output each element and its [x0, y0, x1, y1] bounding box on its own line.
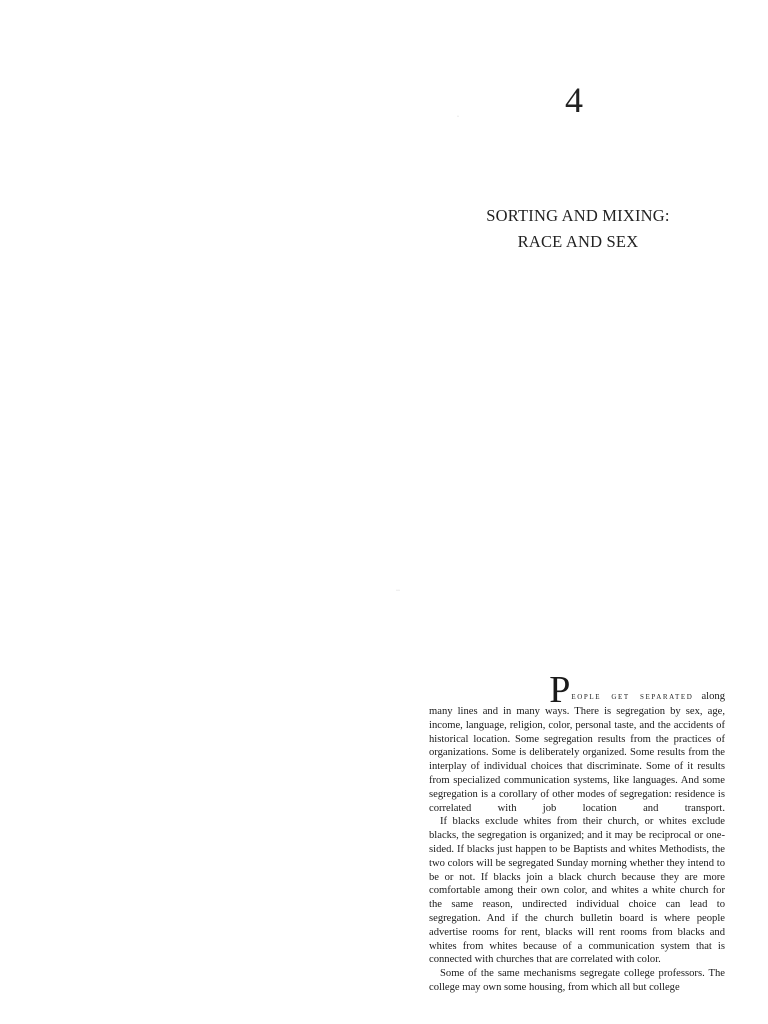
print-speck: · — [457, 114, 459, 120]
chapter-number: 4 — [565, 80, 583, 120]
chapter-title-line-2: RACE AND SEX — [517, 232, 639, 251]
print-speck: ·· — [396, 588, 400, 594]
paragraph-2: If blacks exclude whites from their church, or whites exclude blacks, the segregation is organized; and it may be reciprocal or one-sided. If blacks just happen to be Baptists and whites Methodists, the two colors will be segregated Sunday morning whether they intend to be or not. If blacks join a black church because they are more comfortable among their own color, and whites a white church for the same reason, undirected individual choice can lead to segregation. And if the church bulletin board is where people advertise rooms for rent, blacks will rent rooms from blacks and whites from whites because of a communication system that is connected with churches that are correlated with color. — [429, 816, 725, 966]
chapter-body — [429, 669, 725, 995]
drop-cap: P — [549, 669, 571, 711]
opening-line-tail: along — [701, 691, 725, 703]
chapter-title-line-1: SORTING AND MIXING: — [486, 206, 670, 225]
opening-line — [429, 669, 725, 711]
paragraph-3: Some of the same mechanisms segregate college professors. The college may own some housing, from which all but college — [429, 968, 725, 993]
opening-small-caps: eople get separated — [571, 691, 694, 703]
paragraph-1: many lines and in many ways. There is segregation by sex, age, income, language, religion, color, personal taste, and the accidents of historical location. Some segregation results from the practices of organizations. Some is deliberately organized. Some results from the interplay of individual choices that discriminate. Some of it results from specialized communication systems, like languages. And some segregation is a corollary of other modes of segregation: residence is correlated with job location and transport. — [429, 706, 725, 814]
chapter-title — [430, 203, 726, 255]
